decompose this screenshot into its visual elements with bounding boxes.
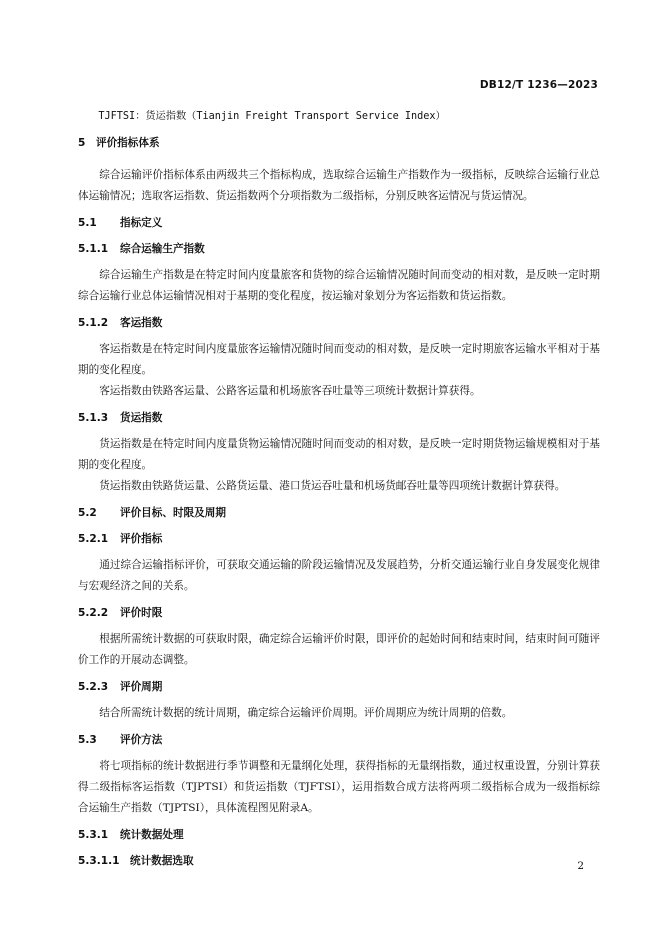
- section-5-3-1-heading: [78, 825, 600, 845]
- section-title: 评价指标体系: [96, 137, 160, 149]
- section-5-1-2-heading: [78, 313, 600, 333]
- section-5-1-3-heading: [78, 408, 600, 428]
- section-5-heading: [78, 133, 600, 153]
- section-5-2-1-heading: [78, 529, 600, 549]
- section-5-2-2-heading: [78, 603, 600, 623]
- section-5-3-1-1-heading: [78, 851, 600, 871]
- paragraph: 将七项指标的统计数据进行季节调整和无量纲化处理，获得指标的无量纲指数，通过权重设置，分别计算获得二级指标客运指数（TJPTSI）和货运指数（TJFTSI），运用指数合成方法将两项二级指标合成为一级指标综合运输生产指数（TJPTSI），具体流程图见附录A。: [78, 760, 600, 814]
- section-number: 5.1: [78, 217, 97, 229]
- paragraph: 根据所需统计数据的可获取时限，确定综合运输评价时限，即评价的起始时间和结束时间，结束时间可随评价工作的开展动态调整。: [78, 633, 600, 666]
- section-5-2-heading: [78, 503, 600, 523]
- section-number: 5.1.1: [78, 243, 109, 255]
- document-body: [78, 106, 600, 871]
- section-title: 评价目标、时限及周期: [120, 507, 226, 519]
- section-number: 5.1.2: [78, 317, 109, 329]
- section-number: 5.3.1.1: [78, 855, 120, 867]
- paragraph: 通过综合运输指标评价，可获取交通运输的阶段运输情况及发展趋势，分析交通运输行业自身发展变化规律与宏观经济之间的关系。: [78, 559, 600, 592]
- standard-code: DB12/T 1236—2023: [479, 79, 598, 91]
- paragraph: 客运指数是在特定时间内度量旅客运输情况随时间而变动的相对数，是反映一定时期旅客运输水平相对于基期的变化程度。: [78, 343, 600, 376]
- abbreviation-definition: TJFTSI：货运指数（Tianjin Freight Transport Service Index）: [98, 111, 446, 122]
- section-title: 评价周期: [120, 681, 163, 693]
- page-number: 2: [577, 860, 584, 872]
- section-title: 指标定义: [120, 217, 163, 229]
- section-number: 5: [78, 137, 86, 149]
- section-title: 统计数据处理: [120, 829, 184, 841]
- section-number: 5.2.1: [78, 533, 109, 545]
- section-5-1-1-heading: [78, 239, 600, 259]
- section-title: 货运指数: [120, 412, 163, 424]
- paragraph: 货运指数是在特定时间内度量货物运输情况随时间而变动的相对数，是反映一定时期货物运输规模相对于基期的变化程度。: [78, 438, 600, 471]
- section-title: 客运指数: [120, 317, 163, 329]
- paragraph: 客运指数由铁路客运量、公路客运量和机场旅客吞吐量等三项统计数据计算获得。: [99, 385, 481, 397]
- paragraph: 货运指数由铁路货运量、公路货运量、港口货运吞吐量和机场货邮吞吐量等四项统计数据计算获得。: [99, 480, 566, 492]
- section-number: 5.2.3: [78, 681, 109, 693]
- section-title: 统计数据选取: [130, 855, 194, 867]
- section-number: 5.2.2: [78, 607, 109, 619]
- paragraph: 综合运输评价指标体系由两级共三个指标构成，选取综合运输生产指数作为一级指标，反映综合运输行业总体运输情况；选取客运指数、货运指数两个分项指数为二级指标，分别反映客运情况与货运情况。: [78, 169, 600, 202]
- section-5-1-heading: [78, 213, 600, 233]
- section-number: 5.3: [78, 734, 97, 746]
- section-title: 评价时限: [120, 607, 163, 619]
- section-title: 评价方法: [120, 734, 163, 746]
- section-title: 综合运输生产指数: [120, 243, 205, 255]
- section-number: 5.2: [78, 507, 97, 519]
- section-5-3-heading: [78, 730, 600, 750]
- section-title: 评价指标: [120, 533, 163, 545]
- section-number: 5.3.1: [78, 829, 109, 841]
- paragraph: 结合所需统计数据的统计周期，确定综合运输评价周期。评价周期应为统计周期的倍数。: [99, 707, 513, 719]
- paragraph: 综合运输生产指数是在特定时间内度量旅客和货物的综合运输情况随时间而变动的相对数，是反映一定时期综合运输行业总体运输情况相对于基期的变化程度，按运输对象划分为客运指数和货运指数。: [78, 269, 600, 302]
- section-5-2-3-heading: [78, 677, 600, 697]
- section-number: 5.1.3: [78, 412, 109, 424]
